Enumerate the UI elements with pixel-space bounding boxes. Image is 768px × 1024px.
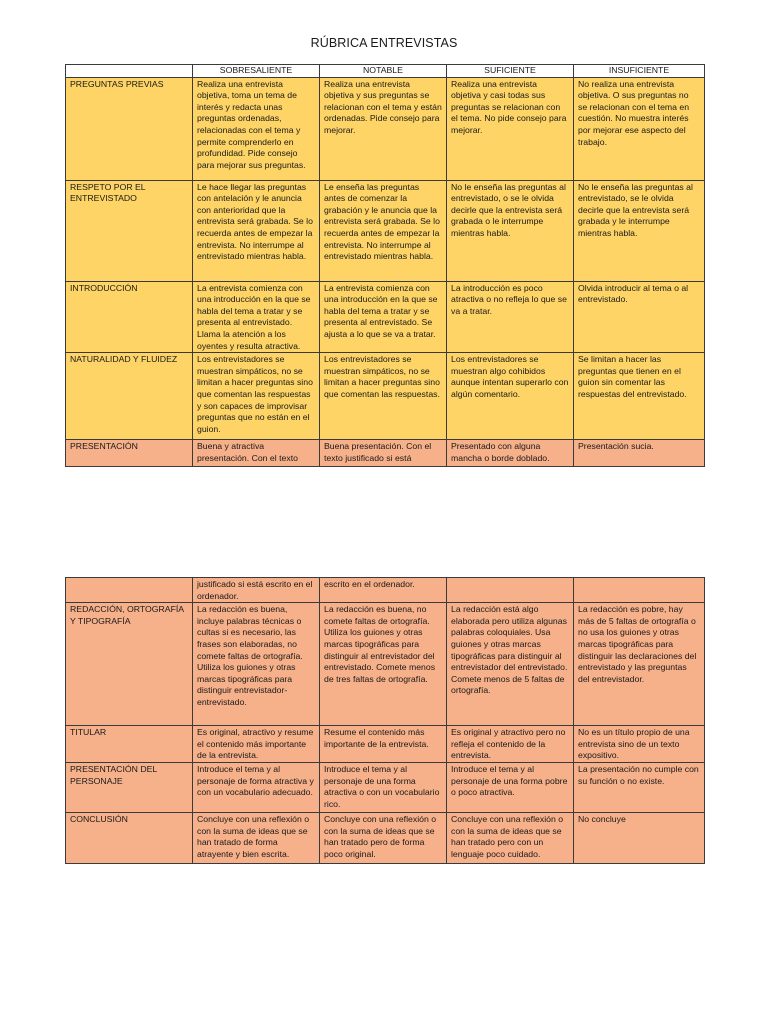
row-presentacion: [66, 440, 705, 467]
header-criterion: [66, 65, 193, 78]
criterion-cell: [66, 578, 193, 603]
insuficiente-cell: Se limitan a hacer las preguntas que tienen en el guion sin comentar las respuestas del entrevistado.: [574, 353, 705, 440]
notable-cell: Buena presentación. Con el texto justificado si está: [320, 440, 447, 467]
rubric-table-page-2: [65, 577, 705, 864]
notable-cell: Realiza una entrevista objetiva y sus preguntas se relacionan con el tema y están ordenadas. Pide consejo para mejorar.: [320, 77, 447, 180]
insuficiente-cell: No realiza una entrevista objetiva. O sus preguntas no se relacionan con el tema en cuestión. No muestra interés por mejorar ese aspecto del trabajo.: [574, 77, 705, 180]
sobresaliente-cell: justificado si está escrito en el ordenador.: [193, 578, 320, 603]
row-presentacion-personaje: [66, 763, 705, 813]
sobresaliente-cell: La redacción es buena, incluye palabras técnicas o cultas si es necesario, las frases son elaboradas, no comete faltas de ortografía. Utiliza los guiones y otras marcas tipográficas para distinguir entrevistador-entrevistado.: [193, 603, 320, 726]
sobresaliente-cell: Buena y atractiva presentación. Con el texto: [193, 440, 320, 467]
header-insuficiente: INSUFICIENTE: [574, 65, 705, 78]
suficiente-cell: Los entrevistadores se muestran algo cohibidos aunque intentan superarlo con algún comentario.: [447, 353, 574, 440]
criterion-cell: NATURALIDAD Y FLUIDEZ: [66, 353, 193, 440]
suficiente-cell: Es original y atractivo pero no refleja el contenido de la entrevista.: [447, 726, 574, 763]
header-sobresaliente: SOBRESALIENTE: [193, 65, 320, 78]
sobresaliente-cell: Realiza una entrevista objetiva, toma un tema de interés y redacta unas preguntas ordenadas, relacionadas con el tema y permite comprenderlo en profundidad. Pide consejo para mejorar sus preguntas.: [193, 77, 320, 180]
suficiente-cell: La redacción está algo elaborada pero utiliza algunas palabras coloquiales. Usa guiones y otras marcas tipográficas para distinguir al entrevistador del entrevistado. Comete menos de 5 faltas de ortografía.: [447, 603, 574, 726]
row-introduccion: [66, 281, 705, 353]
insuficiente-cell: La redacción es pobre, hay más de 5 faltas de ortografía o no usa los guiones y otras marcas tipográficas para distinguir las declaraciones del entrevistado y las preguntas del entrevistador.: [574, 603, 705, 726]
row-conclusion: [66, 813, 705, 864]
criterion-cell: PREGUNTAS PREVIAS: [66, 77, 193, 180]
header-suficiente: SUFICIENTE: [447, 65, 574, 78]
insuficiente-cell: [574, 578, 705, 603]
insuficiente-cell: No le enseña las preguntas al entrevistado, se le olvida decirle que la entrevista será grabada y le interrumpe mientras habla.: [574, 180, 705, 281]
notable-cell: Concluye con una reflexión o con la suma de ideas que se han tratado pero de forma poco original.: [320, 813, 447, 864]
criterion-cell: RESPETO POR EL ENTREVISTADO: [66, 180, 193, 281]
row-presentacion-continued: [66, 578, 705, 603]
sobresaliente-cell: La entrevista comienza con una introducción en la que se habla del tema a tratar y se presenta al entrevistado. Llama la atención a los oyentes y resulta atractiva.: [193, 281, 320, 353]
suficiente-cell: Introduce el tema y al personaje de una forma pobre o poco atractiva.: [447, 763, 574, 813]
notable-cell: Resume el contenido más importante de la entrevista.: [320, 726, 447, 763]
insuficiente-cell: La presentación no cumple con su función o no existe.: [574, 763, 705, 813]
suficiente-cell: [447, 578, 574, 603]
criterion-cell: CONCLUSIÓN: [66, 813, 193, 864]
suficiente-cell: Realiza una entrevista objetiva y casi todas sus preguntas se relacionan con el tema. No pide consejo para mejorar.: [447, 77, 574, 180]
sobresaliente-cell: Le hace llegar las preguntas con antelación y le anuncia con anterioridad que la entrevista será grabada. Se lo recuerda antes de empezar la entrevista. No interrumpe al entrevistado mientras habla.: [193, 180, 320, 281]
insuficiente-cell: No es un título propio de una entrevista sino de un texto expositivo.: [574, 726, 705, 763]
sobresaliente-cell: Concluye con una reflexión o con la suma de ideas que se han tratado de forma atrayente y bien escrita.: [193, 813, 320, 864]
row-naturalidad-fluidez: [66, 353, 705, 440]
notable-cell: escrito en el ordenador.: [320, 578, 447, 603]
notable-cell: Introduce el tema y al personaje de una forma atractiva o con un vocabulario rico.: [320, 763, 447, 813]
criterion-cell: INTRODUCCIÓN: [66, 281, 193, 353]
notable-cell: La entrevista comienza con una introducción en la que se habla del tema a tratar y se presenta al entrevistado. Se ajusta a lo que se va a tratar.: [320, 281, 447, 353]
row-titular: [66, 726, 705, 763]
header-row: [66, 65, 705, 78]
criterion-cell: TITULAR: [66, 726, 193, 763]
notable-cell: La redacción es buena, no comete faltas de ortografía. Utiliza los guiones y otras marcas tipográficas para distinguir al entrevistador del entrevistado. Comete menos de tres faltas de ortografía.: [320, 603, 447, 726]
suficiente-cell: No le enseña las preguntas al entrevistado, o se le olvida decirle que la entrevista será grabada o le interrumpe mientras habla.: [447, 180, 574, 281]
insuficiente-cell: Presentación sucia.: [574, 440, 705, 467]
insuficiente-cell: No concluye: [574, 813, 705, 864]
criterion-cell: REDACCIÓN, ORTOGRAFÍA Y TIPOGRAFÍA: [66, 603, 193, 726]
sobresaliente-cell: Los entrevistadores se muestran simpáticos, no se limitan a hacer preguntas sino que comentan las respuestas y son capaces de improvisar preguntas que no están en el guion.: [193, 353, 320, 440]
notable-cell: Los entrevistadores se muestran simpáticos, no se limitan a hacer preguntas sino que comentan las respuestas.: [320, 353, 447, 440]
header-notable: NOTABLE: [320, 65, 447, 78]
sobresaliente-cell: Introduce el tema y al personaje de forma atractiva y con un vocabulario adecuado.: [193, 763, 320, 813]
insuficiente-cell: Olvida introducir al tema o al entrevistado.: [574, 281, 705, 353]
criterion-cell: PRESENTACIÓN DEL PERSONAJE: [66, 763, 193, 813]
row-respeto-entrevistado: [66, 180, 705, 281]
document-title: RÚBRICA ENTREVISTAS: [310, 36, 458, 50]
notable-cell: Le enseña las preguntas antes de comenzar la grabación y le anuncia que la entrevista será grabada. Se lo recuerda antes de empezar la entrevista. No interrumpe al entrevistado mientras habla.: [320, 180, 447, 281]
criterion-cell: PRESENTACIÓN: [66, 440, 193, 467]
suficiente-cell: Concluye con una reflexión o con la suma de ideas que se han tratado pero con un lenguaje poco cuidado.: [447, 813, 574, 864]
rubric-table-page-1: [65, 64, 705, 467]
suficiente-cell: Presentado con alguna mancha o borde doblado.: [447, 440, 574, 467]
row-redaccion-ortografia: [66, 603, 705, 726]
row-preguntas-previas: [66, 77, 705, 180]
suficiente-cell: La introducción es poco atractiva o no refleja lo que se va a tratar.: [447, 281, 574, 353]
sobresaliente-cell: Es original, atractivo y resume el contenido más importante de la entrevista.: [193, 726, 320, 763]
